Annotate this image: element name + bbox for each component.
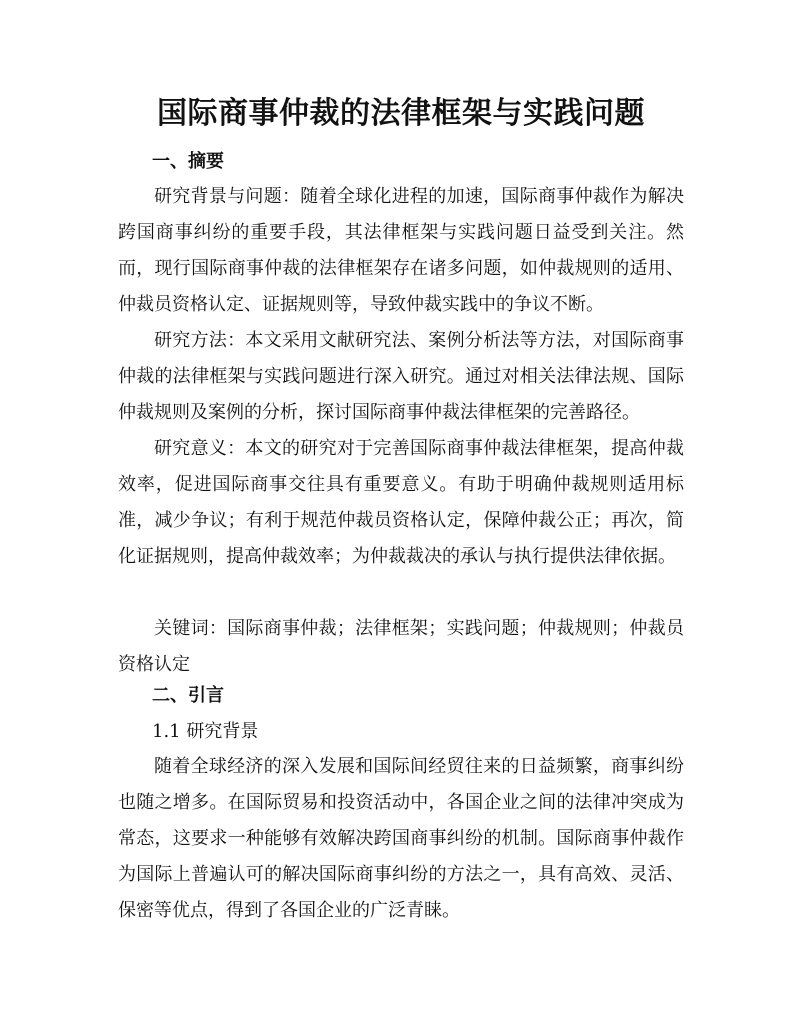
document-title: 国际商事仲裁的法律框架与实践问题 <box>157 96 645 131</box>
subsection-heading-background: 1.1 研究背景 <box>152 721 259 742</box>
paragraph-research-significance: 研究意义：本文的研究对于完善国际商事仲裁法律框架，提高仲裁效率，促进国际商事交往具有重要意义。有助于明确仲裁规则适用标准，减少争议；有利于规范仲裁员资格认定，保障仲裁公正；再次，简化证据规则，提高仲裁效率；为仲裁裁决的承认与执行提供法律依据。 <box>118 438 684 567</box>
section-heading-introduction: 二、引言 <box>152 685 224 706</box>
section-heading-abstract: 一、摘要 <box>152 151 224 172</box>
paragraph-research-background: 研究背景与问题：随着全球化进程的加速，国际商事仲裁作为解决跨国商事纠纷的重要手段，其法律框架与实践问题日益受到关注。然而，现行国际商事仲裁的法律框架存在诸多问题，如仲裁规则的适用、仲裁员资格认定、证据规则等，导致仲裁实践中的争议不断。 <box>118 186 684 315</box>
paragraph-keywords: 关键词：国际商事仲裁；法律框架；实践问题；仲裁规则；仲裁员资格认定 <box>118 618 684 675</box>
paragraph-introduction-background: 随着全球经济的深入发展和国际间经贸往来的日益频繁，商事纠纷也随之增多。在国际贸易和投资活动中，各国企业之间的法律冲突成为常态，这要求一种能够有效解决跨国商事纠纷的机制。国际商事仲裁作为国际上普遍认可的解决国际商事纠纷的方法之一，具有高效、灵活、保密等优点，得到了各国企业的广泛青睐。 <box>118 756 684 921</box>
paragraph-research-method: 研究方法：本文采用文献研究法、案例分析法等方法，对国际商事仲裁的法律框架与实践问题进行深入研究。通过对相关法律法规、国际仲裁规则及案例的分析，探讨国际商事仲裁法律框架的完善路径。 <box>118 330 684 423</box>
